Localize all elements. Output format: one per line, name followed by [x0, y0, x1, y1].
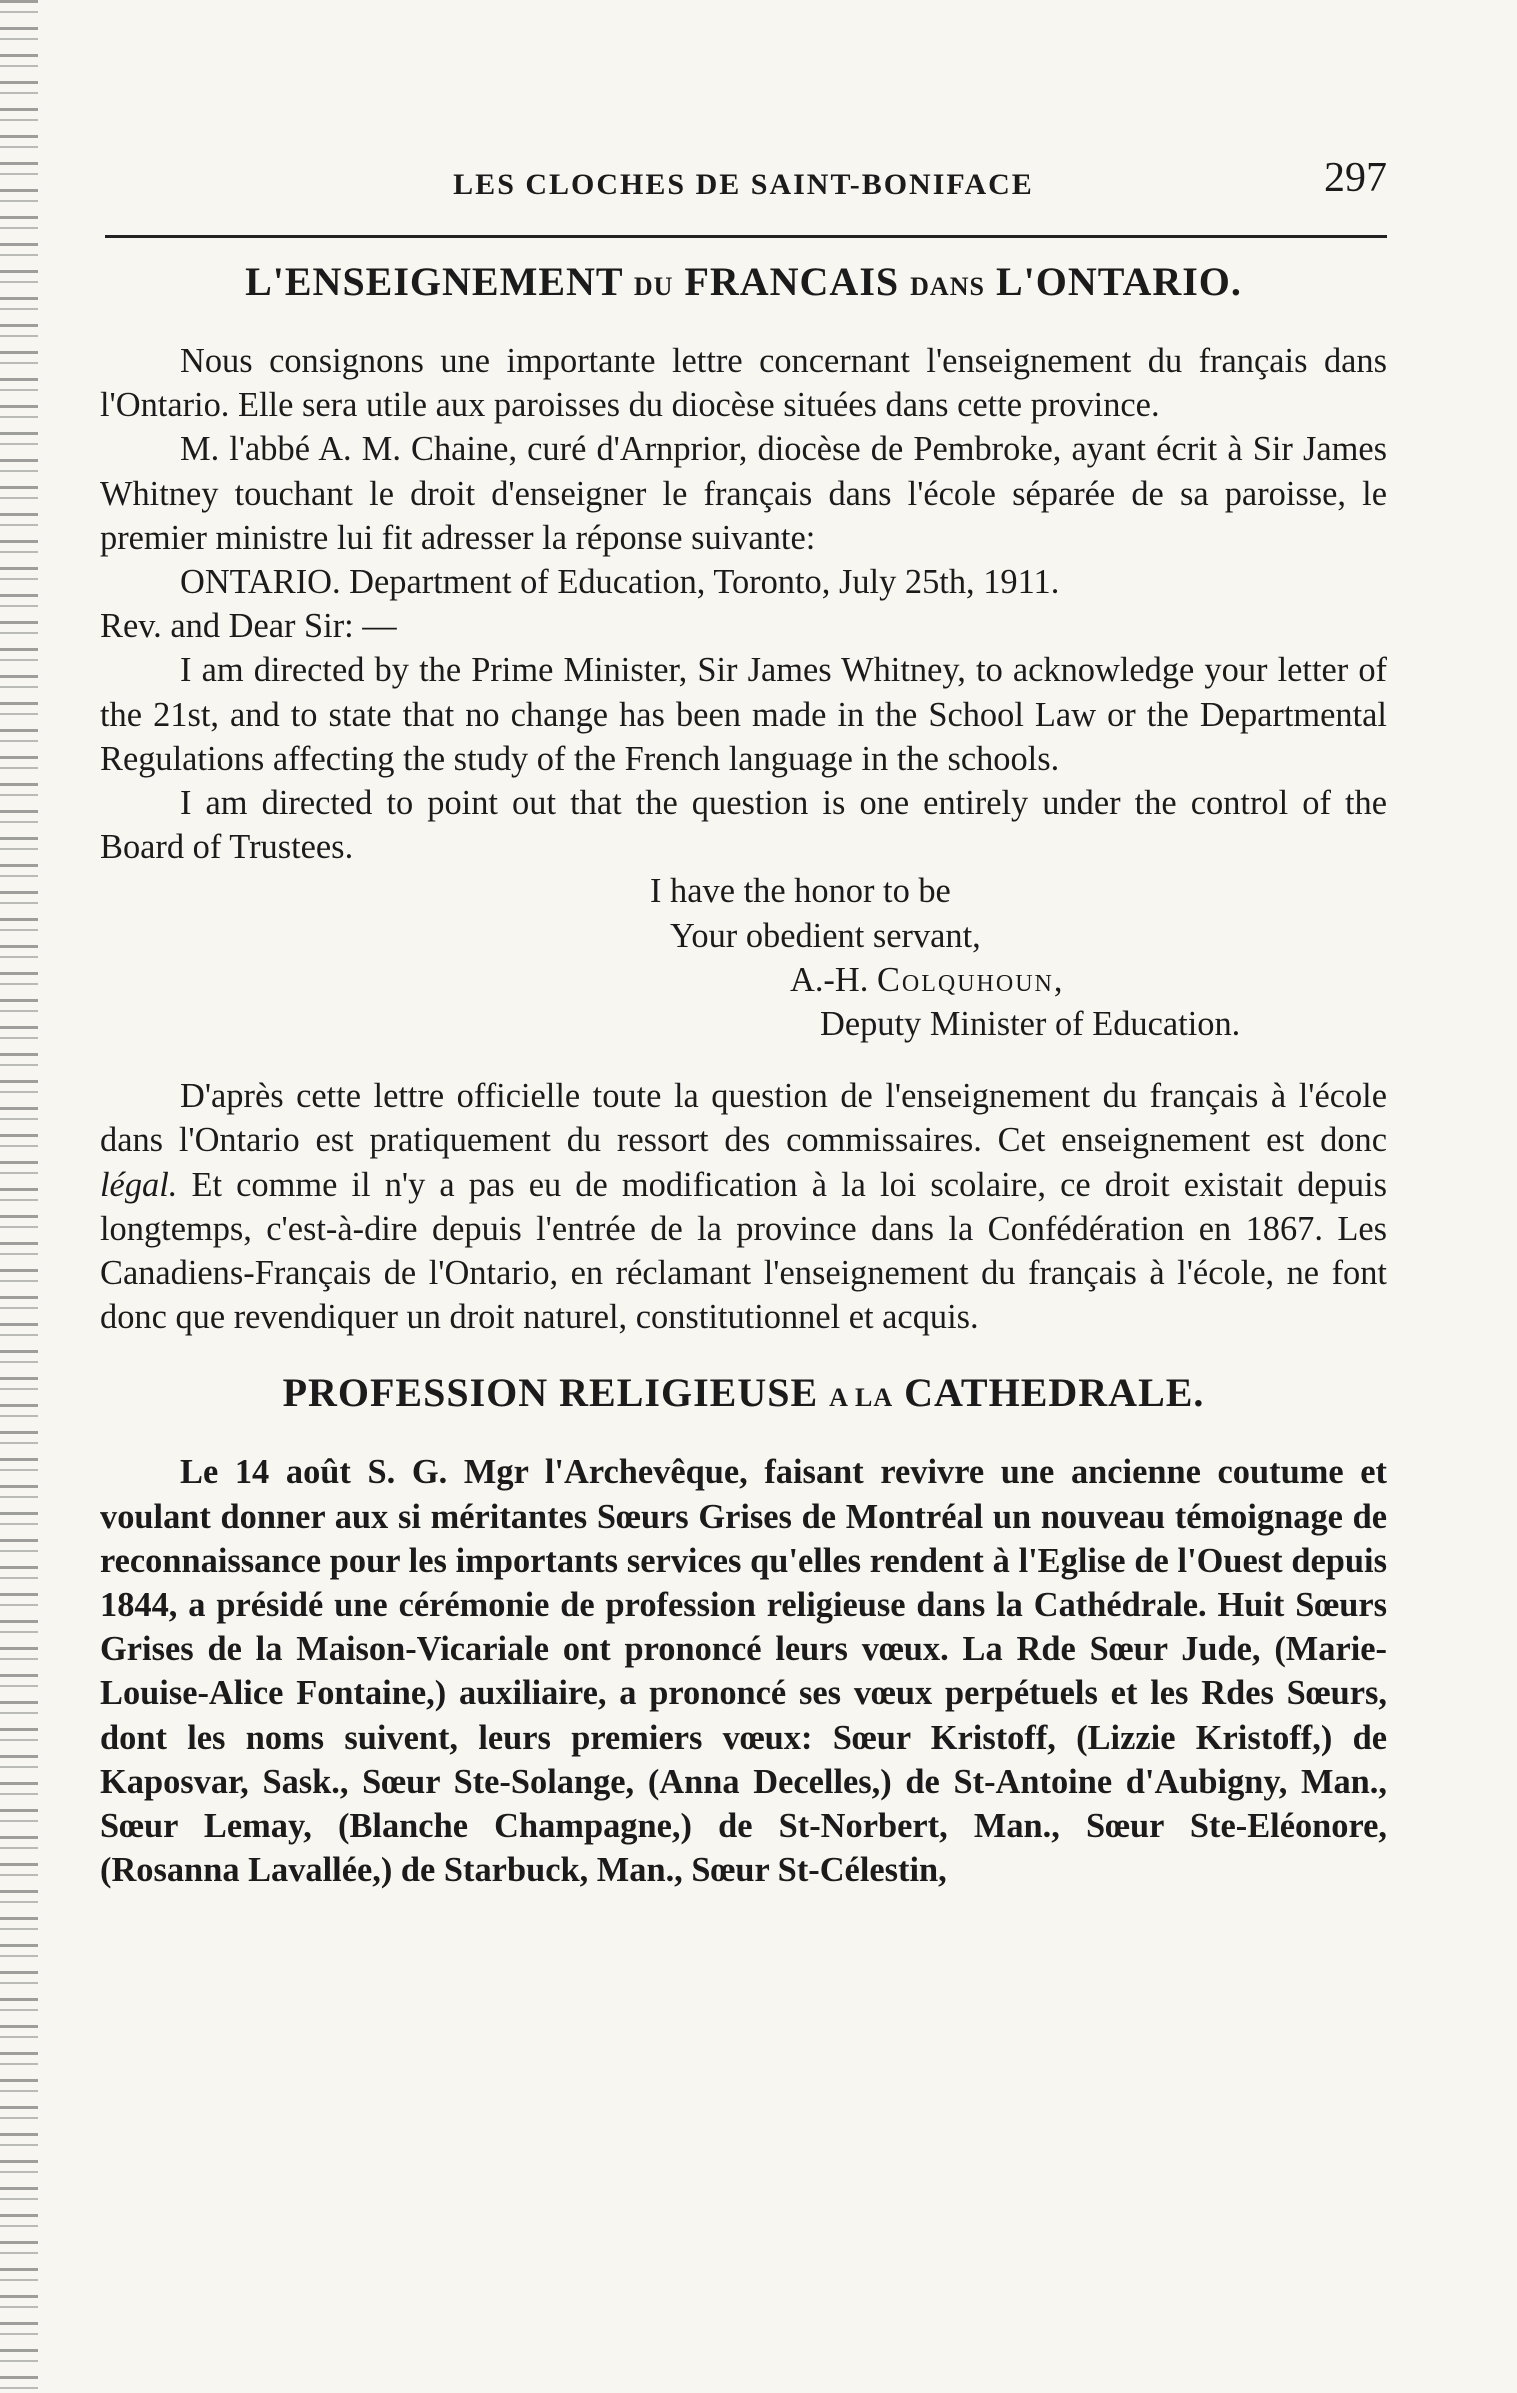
letter-paragraph: I am directed to point out that the question is one entirely under the control of the Board of Trustees.: [100, 784, 1387, 867]
title-part: PROFESSION RELIGIEUSE: [282, 1370, 819, 1416]
title-part: L'ENSEIGNEMENT: [245, 259, 623, 304]
context-paragraph: M. l'abbé A. M. Chaine, curé d'Arnprior, diocèse de Pembroke, ayant écrit à Sir James Whitney touchant le droit d'enseigner le français dans l'école séparée de sa paroisse, le premier ministre lui fit adresser la réponse suivante:: [100, 430, 1387, 557]
letter-paragraph: I am directed by the Prime Minister, Sir James Whitney, to acknowledge your letter of the 21st, and to state that no change has been made in the School Law or the Departmental Regulations affecting the study of the French language in the schools.: [100, 651, 1387, 778]
signature-name: Colquhoun,: [876, 960, 1065, 999]
title-part: A LA: [829, 1383, 894, 1413]
section-title-enseignement: [100, 258, 1387, 311]
scanned-page-edge: [0, 0, 38, 2393]
running-head: LES CLOCHES DE SAINT-BONIFACE: [453, 168, 1034, 201]
profession-paragraph: Le 14 août S. G. Mgr l'Archevêque, faisant revivre une ancienne coutume et voulant donner aux si méritantes Sœurs Grises de Montréal un nouveau témoignage de reconnaissance pour les importants services qu'elles rendent à l'Eglise de l'Ouest depuis 1844, a présidé une cérémonie de profession religieuse dans la Cathédrale. Huit Sœurs Grises de la Maison-Vicariale ont prononcé leurs vœux. La Rde Sœur Jude, (Marie-Louise-Alice Fontaine,) auxiliaire, a prononcé ses vœux perpétuels et les Rdes Sœurs, dont les noms suivent, leurs premiers vœux: Sœur Kristoff, (Lizzie Kristoff,) de Kaposvar, Sask., Sœur Ste-Solange, (Anna Decelles,) de St-Antoine d'Aubigny, Man., Sœur Lemay, (Blanche Champagne,) de St-Norbert, Man., Sœur Ste-Eléonore, (Rosanna Lavallée,) de Starbuck, Man., Sœur St-Célestin,: [100, 1453, 1387, 1890]
page-header: [100, 150, 1387, 220]
title-part: DANS: [910, 272, 985, 301]
commentary-paragraph: [100, 1074, 1387, 1339]
letter-closing: Your obedient servant,: [670, 916, 981, 955]
title-part: CATHEDRALE.: [904, 1370, 1205, 1416]
signature-initials: A.-H.: [790, 960, 869, 999]
text-run: D'après cette lettre officielle toute la question de l'enseignement du français à l'école dans l'Ontario est pratiquement du ressort des commissaires. Cet enseignement est donc: [100, 1077, 1387, 1160]
intro-paragraph: Nous consignons une importante lettre concernant l'enseignement du français dans l'Ontario. Elle sera utile aux paroisses du diocèse situées dans cette province.: [100, 342, 1387, 425]
italic-text: légal.: [100, 1165, 178, 1204]
section-title-profession: [100, 1369, 1387, 1422]
page-body: [100, 258, 1387, 1893]
title-part: L'ONTARIO.: [995, 259, 1242, 304]
signature-title: Deputy Minister of Education.: [820, 1005, 1241, 1044]
letter-salutation: Rev. and Dear Sir: —: [100, 607, 397, 646]
text-run: Et comme il n'y a pas eu de modification à la loi scolaire, ce droit existait depuis longtemps, c'est-à-dire depuis l'entrée de la province dans la Confédération en 1867. Les Canadiens-Français de l'Ontario, en réclamant l'enseignement du français à l'école, ne font donc que revendiquer un droit naturel, constitutionnel et acquis.: [100, 1165, 1387, 1337]
title-part: DU: [633, 272, 674, 301]
letter-closing: I have the honor to be: [650, 872, 951, 911]
page-number: 297: [1324, 155, 1387, 201]
header-rule: [105, 235, 1387, 238]
title-part: FRANCAIS: [684, 259, 900, 304]
section-profession: [100, 1369, 1387, 1892]
letter-dateline: ONTARIO. Department of Education, Toronto, July 25th, 1911.: [180, 563, 1060, 602]
letter-signature: [100, 958, 1387, 1002]
